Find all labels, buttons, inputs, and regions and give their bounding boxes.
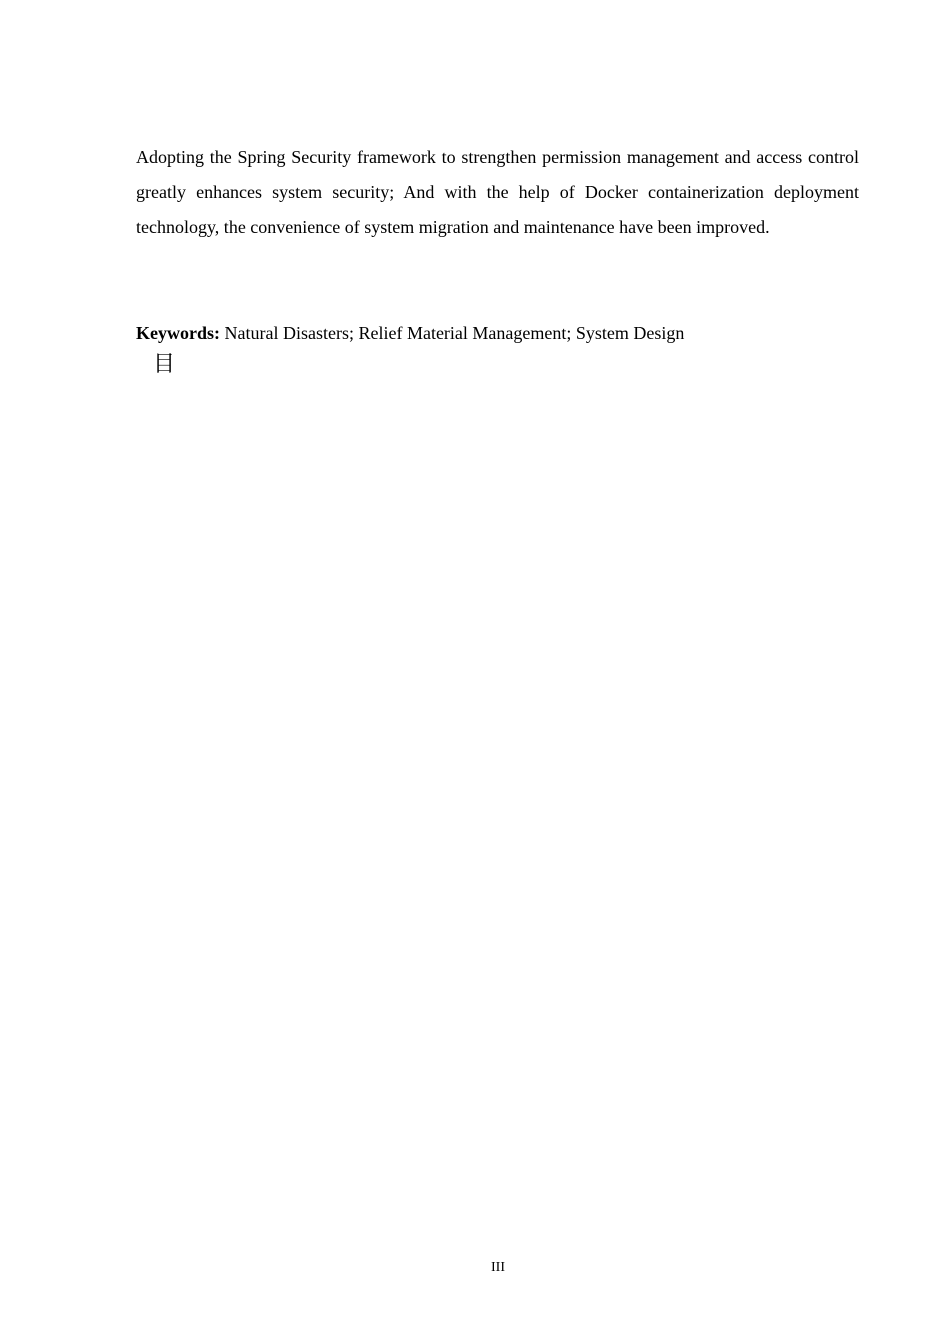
toc-heading-fragment: 目	[153, 352, 176, 377]
abstract-paragraph: Adopting the Spring Security framework to strengthen permission management and access control greatly enhances system security; And with the help of Docker containerization deployment technology, the convenience of system migration and maintenance have been improved.	[136, 147, 859, 237]
keywords-line	[136, 316, 859, 351]
page-number: III	[491, 1260, 505, 1275]
keywords-label: Keywords:	[136, 323, 220, 343]
keywords-text: Natural Disasters; Relief Material Management; System Design	[220, 323, 685, 343]
